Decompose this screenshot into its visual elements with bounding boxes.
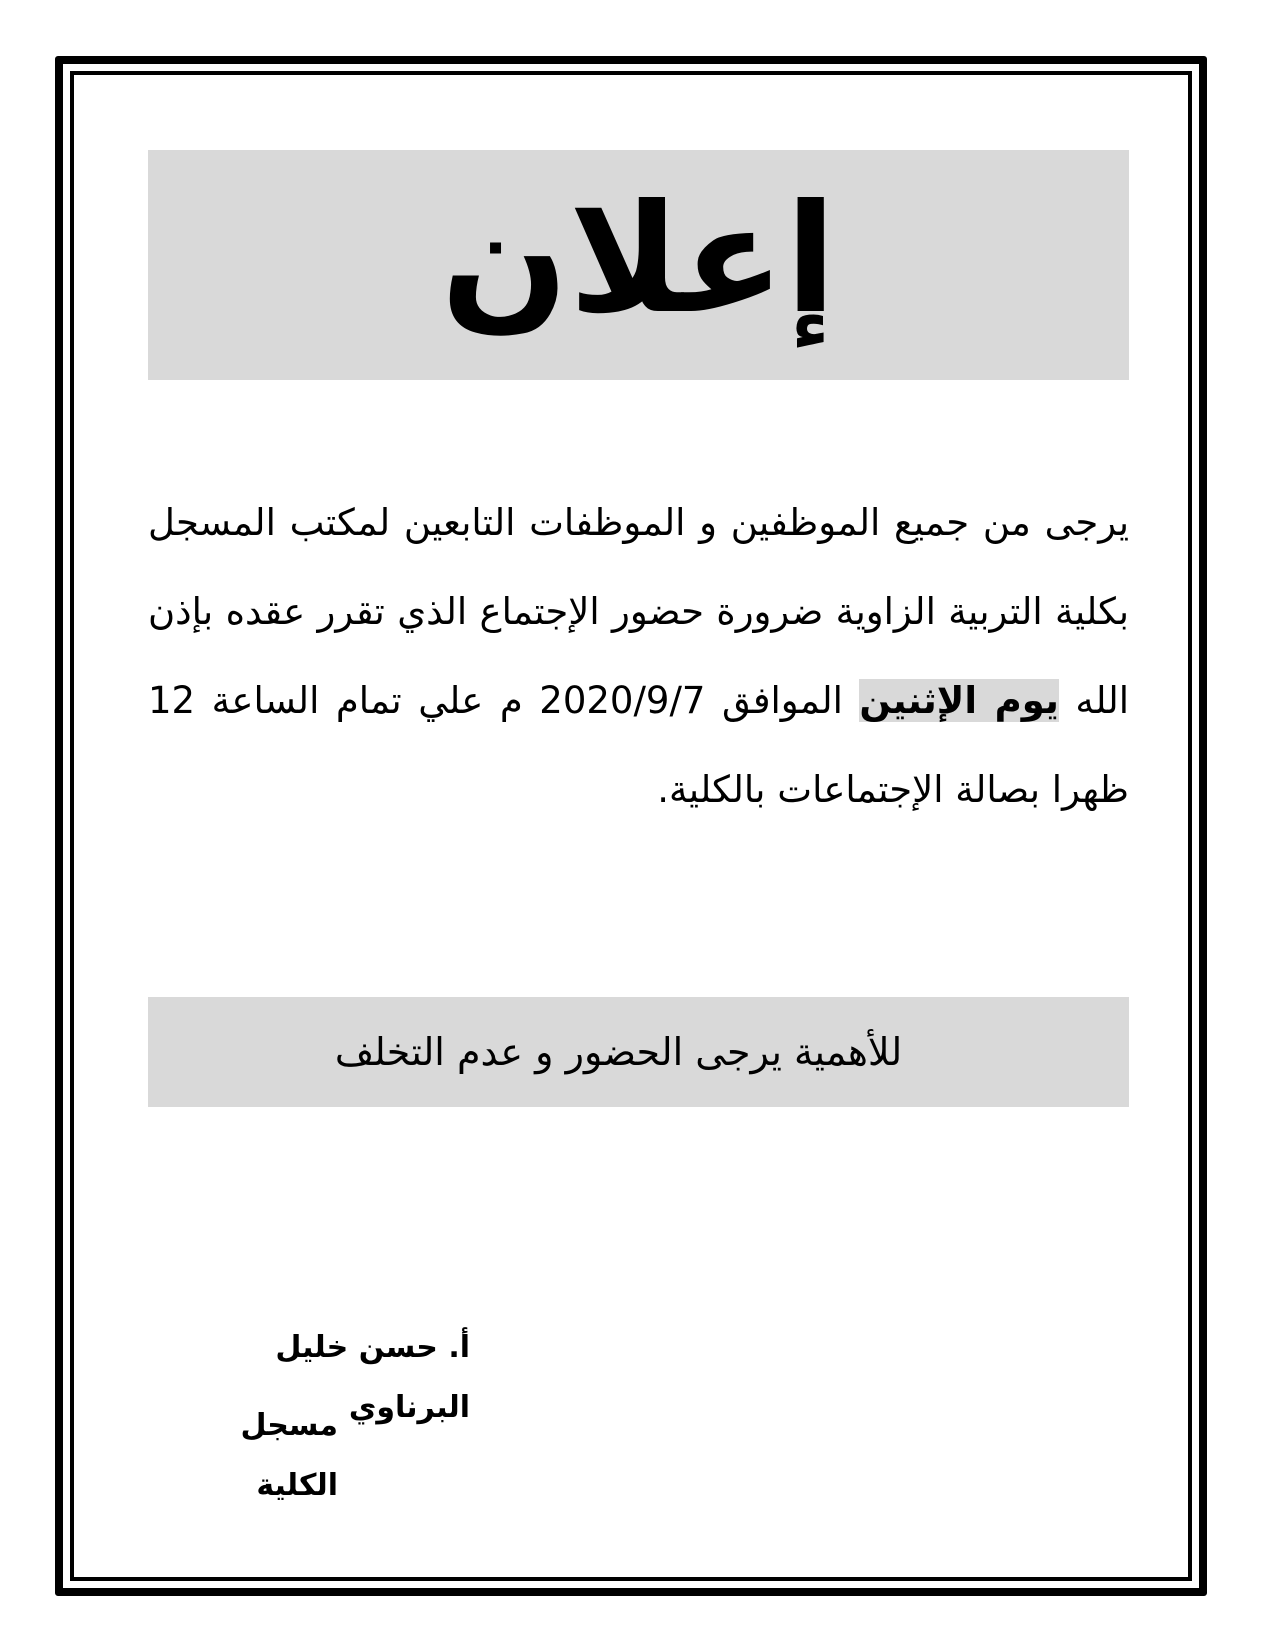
signatory-name: أ. حسن خليل البرناوي [275, 1330, 470, 1425]
signature-block [150, 1318, 470, 1516]
title-banner [148, 150, 1129, 380]
announcement-title: إعلان [440, 173, 837, 347]
importance-note-banner [148, 997, 1129, 1107]
body-text-part1: يرجى من جميع الموظفين و الموظفات التابعين لمكتب المسجل بكلية التربية الزاوية ضرورة حضور الإجتماع الذي تقرر عقده بإذن الله [148, 501, 1130, 722]
signatory-title: مسجل الكلية [240, 1408, 338, 1503]
body-text-part2: الموافق 2020/9/7 م علي تمام الساعة 12 ظهرا بصالة الإجتماعات بالكلية. [148, 679, 1129, 811]
announcement-body [148, 478, 1129, 834]
importance-note: للأهمية يرجى الحضور و عدم التخلف [334, 1030, 903, 1074]
highlighted-meeting-day: يوم الإثنين [859, 679, 1059, 722]
